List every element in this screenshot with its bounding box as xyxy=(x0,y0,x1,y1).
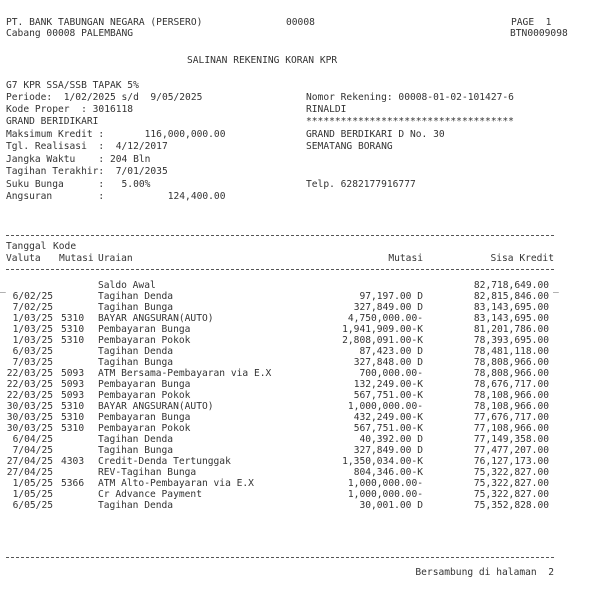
realization-date: Tgl. Realisasi : 4/12/2017 xyxy=(6,141,168,152)
row-balance: 75,322,827.00 xyxy=(473,489,549,500)
row-code: 5093 xyxy=(61,379,85,390)
row-balance: 78,808,966.00 xyxy=(473,368,549,379)
table-row xyxy=(0,434,604,445)
row-date: 27/04/25 xyxy=(6,467,53,478)
row-balance: 77,676,717.00 xyxy=(473,412,549,423)
row-date: 1/05/25 xyxy=(12,489,53,500)
divider-header xyxy=(6,269,554,270)
continued-note: Bersambung di halaman 2 xyxy=(415,567,554,578)
col-uraian: Uraian xyxy=(98,253,133,264)
row-mutation: 567,751.00-K xyxy=(353,423,423,434)
row-balance: 78,481,118.00 xyxy=(473,346,549,357)
row-description: Pembayaran Bunga xyxy=(98,379,191,390)
row-date: 7/03/25 xyxy=(12,357,53,368)
col-mutasi: Mutasi xyxy=(388,253,423,264)
row-mutation: 97,197.00 D xyxy=(359,291,423,302)
row-date: 22/03/25 xyxy=(6,390,53,401)
row-balance: 77,477,207.00 xyxy=(473,445,549,456)
row-date: 22/03/25 xyxy=(6,379,53,390)
page-number: PAGE 1 xyxy=(511,17,552,28)
table-row xyxy=(0,302,604,313)
row-description: BAYAR ANGSURAN(AUTO) xyxy=(98,313,214,324)
row-mutation: 1,000,000.00- xyxy=(347,478,423,489)
table-row xyxy=(0,478,604,489)
masked-stars: ************************************ xyxy=(306,116,514,127)
divider-top xyxy=(6,235,554,236)
branch-name: Cabang 00008 PALEMBANG xyxy=(6,28,134,39)
row-balance: 78,676,717.00 xyxy=(473,379,549,390)
table-row xyxy=(0,313,604,324)
row-balance: 77,149,358.00 xyxy=(473,434,549,445)
row-code: 5366 xyxy=(61,478,85,489)
account-number: Nomor Rekening: 00008-01-02-101427-6 xyxy=(306,92,514,103)
table-row xyxy=(0,412,604,423)
col-tanggal: Tanggal xyxy=(6,241,47,252)
table-row xyxy=(0,500,604,511)
row-code: 5093 xyxy=(61,390,85,401)
table-row xyxy=(0,280,604,291)
row-description: Tagihan Bunga xyxy=(98,445,174,456)
row-balance: 75,322,827.00 xyxy=(473,467,549,478)
project-name: GRAND BERIDIKARI xyxy=(6,116,99,127)
row-balance: 83,143,695.00 xyxy=(473,313,549,324)
table-row xyxy=(0,467,604,478)
row-mutation: 132,249.00-K xyxy=(353,379,423,390)
period: Periode: 1/02/2025 s/d 9/05/2025 xyxy=(6,92,203,103)
row-mutation: 567,751.00-K xyxy=(353,390,423,401)
row-mutation: 4,750,000.00- xyxy=(347,313,423,324)
term: Jangka Waktu : 204 Bln xyxy=(6,154,151,165)
right-edge-mark: _ xyxy=(553,282,559,293)
table-row xyxy=(0,357,604,368)
row-balance: 78,393,695.00 xyxy=(473,335,549,346)
phone-number: Telp. 6282177916777 xyxy=(306,179,416,190)
max-credit: Maksimum Kredit : 116,000,000.00 xyxy=(6,129,226,140)
row-mutation: 2,808,091.00-K xyxy=(342,335,423,346)
row-mutation: 87,423.00 D xyxy=(359,346,423,357)
row-description: REV-Tagihan Bunga xyxy=(98,467,197,478)
row-description: Pembayaran Pokok xyxy=(98,423,191,434)
row-mutation: 700,000.00- xyxy=(359,368,423,379)
table-row xyxy=(0,291,604,302)
row-balance: 82,718,649.00 xyxy=(473,280,549,291)
row-description: Cr Advance Payment xyxy=(98,489,202,500)
interest-rate: Suku Bunga : 5.00% xyxy=(6,179,151,190)
row-description: Pembayaran Pokok xyxy=(98,335,191,346)
divider-bottom xyxy=(6,557,554,558)
table-row xyxy=(0,401,604,412)
row-description: Pembayaran Pokok xyxy=(98,390,191,401)
row-balance: 82,815,846.00 xyxy=(473,291,549,302)
table-row xyxy=(0,379,604,390)
row-date: 30/03/25 xyxy=(6,401,53,412)
address-line-2: SEMATANG BORANG xyxy=(306,141,393,152)
row-description: Tagihan Bunga xyxy=(98,302,174,313)
row-description: Saldo Awal xyxy=(98,280,156,291)
row-description: Tagihan Bunga xyxy=(98,357,174,368)
row-code: 5093 xyxy=(61,368,85,379)
table-row xyxy=(0,324,604,335)
last-bill: Tagihan Terakhir: 7/01/2035 xyxy=(6,166,168,177)
col-sisa-kredit: Sisa Kredit xyxy=(490,253,554,264)
row-date: 7/04/25 xyxy=(12,445,53,456)
row-date: 1/05/25 xyxy=(12,478,53,489)
row-mutation: 327,848.00 D xyxy=(353,357,423,368)
table-row xyxy=(0,368,604,379)
row-description: Tagihan Denda xyxy=(98,434,174,445)
row-mutation: 1,000,000.00- xyxy=(347,489,423,500)
kode-proper: Kode Proper : 3016118 xyxy=(6,104,134,115)
table-row xyxy=(0,445,604,456)
row-balance: 75,322,827.00 xyxy=(473,478,549,489)
table-row xyxy=(0,456,604,467)
row-code: 5310 xyxy=(61,313,85,324)
branch-code: 00008 xyxy=(286,17,315,28)
row-date: 7/02/25 xyxy=(12,302,53,313)
table-row xyxy=(0,489,604,500)
table-row xyxy=(0,390,604,401)
row-description: BAYAR ANGSURAN(AUTO) xyxy=(98,401,214,412)
row-date: 30/03/25 xyxy=(6,412,53,423)
row-code: 5310 xyxy=(61,401,85,412)
row-mutation: 327,849.00 D xyxy=(353,445,423,456)
row-balance: 76,127,173.00 xyxy=(473,456,549,467)
col-valuta: Valuta xyxy=(6,253,41,264)
table-row xyxy=(0,335,604,346)
row-code: 5310 xyxy=(61,423,85,434)
row-balance: 77,108,966.00 xyxy=(473,423,549,434)
row-date: 1/03/25 xyxy=(12,324,53,335)
table-row xyxy=(0,346,604,357)
document-code: BTN0009098 xyxy=(510,28,568,39)
row-balance: 81,201,786.00 xyxy=(473,324,549,335)
row-description: ATM Bersama-Pembayaran via E.X xyxy=(98,368,272,379)
row-balance: 78,108,966.00 xyxy=(473,401,549,412)
address-line-1: GRAND BERDIKARI D No. 30 xyxy=(306,129,445,140)
row-description: Pembayaran Bunga xyxy=(98,412,191,423)
col-kode: Kode xyxy=(53,241,77,252)
row-description: Pembayaran Bunga xyxy=(98,324,191,335)
row-mutation: 1,941,909.00-K xyxy=(342,324,423,335)
row-description: Tagihan Denda xyxy=(98,346,174,357)
row-mutation: 1,350,034.00-K xyxy=(342,456,423,467)
left-edge-mark: _ xyxy=(0,282,6,293)
row-balance: 83,143,695.00 xyxy=(473,302,549,313)
row-description: Tagihan Denda xyxy=(98,500,174,511)
row-code: 4303 xyxy=(61,456,85,467)
row-description: Credit-Denda Tertunggak xyxy=(98,456,231,467)
row-balance: 75,352,828.00 xyxy=(473,500,549,511)
row-balance: 78,808,966.00 xyxy=(473,357,549,368)
row-date: 1/03/25 xyxy=(12,313,53,324)
row-mutation: 40,392.00 D xyxy=(359,434,423,445)
row-mutation: 30,001.00 D xyxy=(359,500,423,511)
row-date: 6/04/25 xyxy=(12,434,53,445)
installment: Angsuran : 124,400.00 xyxy=(6,191,226,202)
table-row xyxy=(0,423,604,434)
bank-name: PT. BANK TABUNGAN NEGARA (PERSERO) xyxy=(6,17,203,28)
customer-name: RINALDI xyxy=(306,104,347,115)
document-title: SALINAN REKENING KORAN KPR xyxy=(187,55,338,66)
row-date: 1/03/25 xyxy=(12,335,53,346)
row-mutation: 1,000,000.00- xyxy=(347,401,423,412)
row-date: 6/05/25 xyxy=(12,500,53,511)
product-name: G7 KPR SSA/SSB TAPAK 5% xyxy=(6,80,139,91)
row-mutation: 804,346.00-K xyxy=(353,467,423,478)
row-date: 22/03/25 xyxy=(6,368,53,379)
col-mutasi-label: Mutasi xyxy=(59,253,94,264)
row-code: 5310 xyxy=(61,335,85,346)
row-description: Tagihan Denda xyxy=(98,291,174,302)
row-date: 6/03/25 xyxy=(12,346,53,357)
row-code: 5310 xyxy=(61,412,85,423)
row-code: 5310 xyxy=(61,324,85,335)
row-description: ATM Alto-Pembayaran via E.X xyxy=(98,478,254,489)
row-mutation: 327,849.00 D xyxy=(353,302,423,313)
row-date: 30/03/25 xyxy=(6,423,53,434)
row-balance: 78,108,966.00 xyxy=(473,390,549,401)
row-date: 27/04/25 xyxy=(6,456,53,467)
row-mutation: 432,249.00-K xyxy=(353,412,423,423)
row-date: 6/02/25 xyxy=(12,291,53,302)
